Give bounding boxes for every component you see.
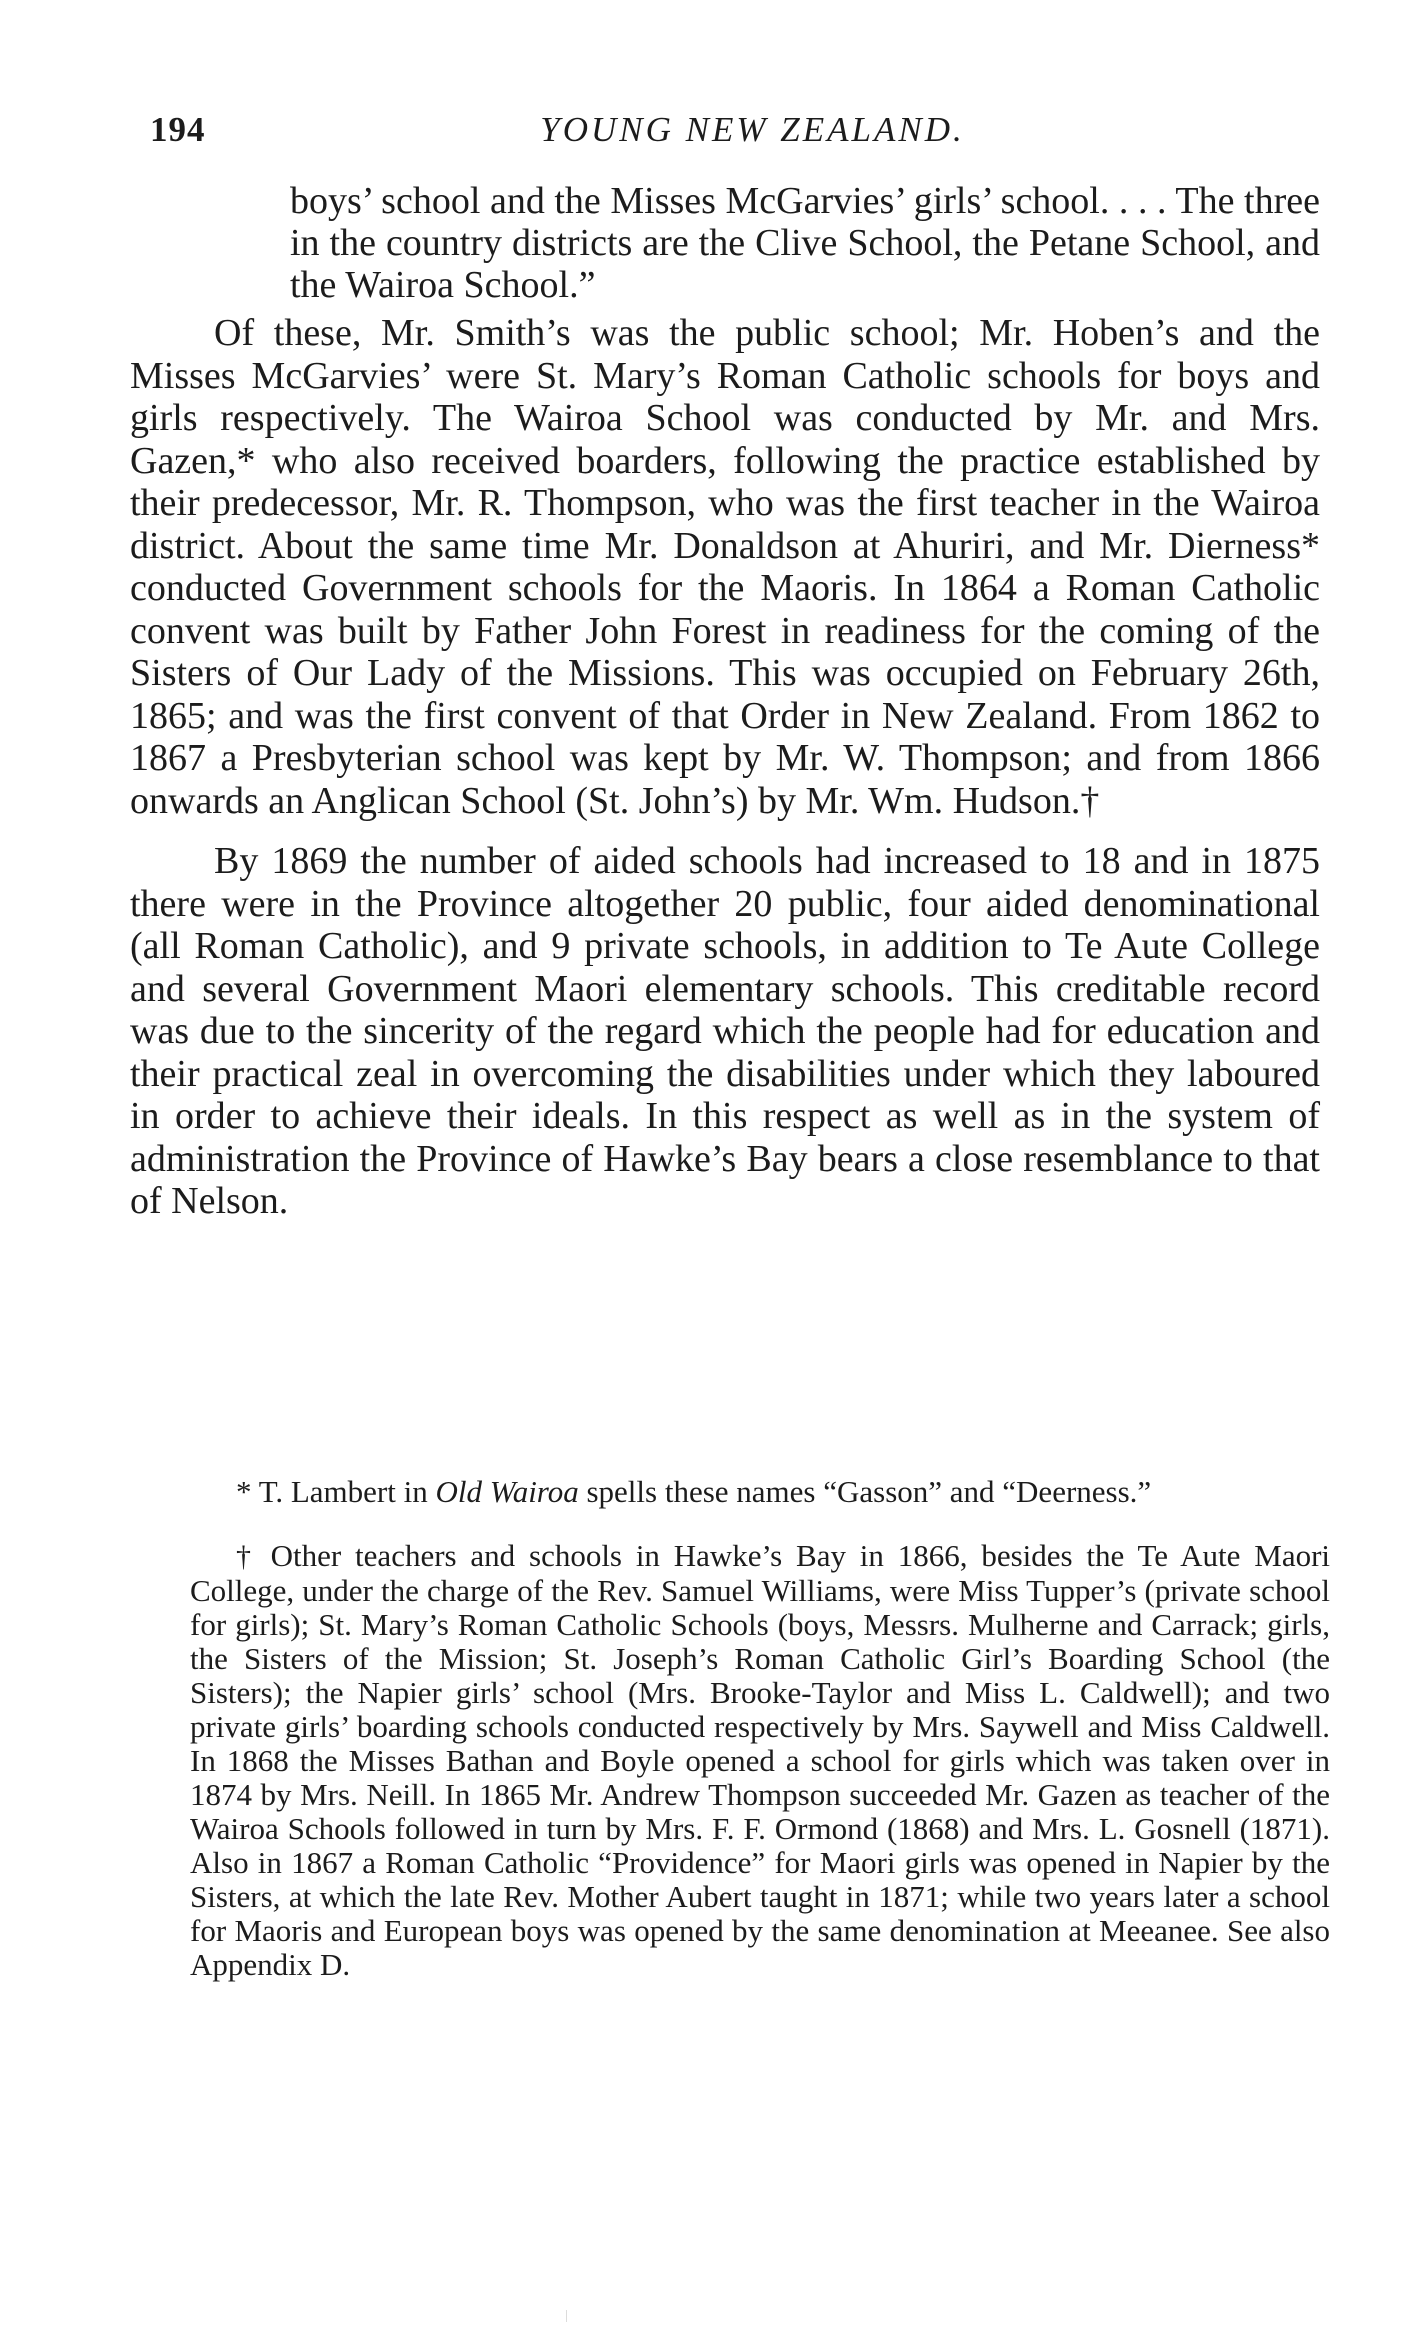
running-title: YOUNG NEW ZEALAND. <box>540 110 965 149</box>
scan-mark <box>566 2310 567 2322</box>
footnote-marker: * <box>236 1474 259 1509</box>
paragraph-schools-1865: Of these, Mr. Smith’s was the public school; Mr. Hoben’s and the Misses McGarvies’ were St. Mary’s Roman Catholic schools for boys and girls respectively. The Wairoa School was conducted by Mr. and Mrs. Gazen,* who also received boarders, following the practice established by their predecessor, Mr. R. Thompson, who was the first teacher in the Wairoa district. About the same time Mr. Donaldson at Ahuriri, and Mr. Dierness* conducted Government schools for the Maoris. In 1864 a Roman Catholic convent was built by Father John Forest in readiness for the coming of the Sisters of Our Lady of the Missions. This was occupied on February 26th, 1865; and was the first convent of that Order in New Zealand. From 1862 to 1867 a Presbyterian school was kept by Mr. W. Thompson; and from 1866 onwards an Anglican School (St. John’s) by Mr. Wm. Hudson.† <box>130 312 1320 822</box>
main-text <box>130 180 1320 1241</box>
page-number: 194 <box>150 110 206 149</box>
footnote-text-part: T. Lambert in <box>258 1474 436 1509</box>
quote-continuation: boys’ school and the Misses McGarvies’ girls’ school. . . . The three in the country districts are the Clive School, the Petane School, and the Wairoa School.” <box>290 180 1320 306</box>
footnote-text-part: spells these names “Gasson” and “Deerness.” <box>578 1474 1152 1509</box>
footnote-dagger <box>190 1539 1330 1982</box>
footnote-marker: † <box>236 1540 271 1573</box>
paragraph-schools-1869: By 1869 the number of aided schools had increased to 18 and in 1875 there were in the Province altogether 20 public, four aided denominational (all Roman Catholic), and 9 private schools, in addition to Te Aute College and several Government Maori elementary schools. This creditable record was due to the sincerity of the regard which the people had for education and their practical zeal in overcoming the disabilities under which they laboured in order to achieve their ideals. In this respect as well as in the system of administration the Province of Hawke’s Bay bears a close resemblance to that of Nelson. <box>130 840 1320 1222</box>
footnotes <box>190 1475 1330 2012</box>
page-header <box>150 110 1325 166</box>
footnote-text: Other teachers and schools in Hawke’s Bay in 1866, besides the Te Aute Maori College, under the charge of the Rev. Samuel Williams, were Miss Tupper’s (private school for girls); St. Mary’s Roman Catholic Schools (boys, Messrs. Mulherne and Carrack; girls, the Sisters of the Mission; St. Joseph’s Roman Catholic Girl’s Boarding School (the Sisters); the Napier girls’ school (Mrs. Brooke-Taylor and Miss L. Caldwell); and two private girls’ boarding schools conducted respectively by Mrs. Saywell and Miss Caldwell. In 1868 the Misses Bathan and Boyle opened a school for girls which was taken over in 1874 by Mrs. Neill. In 1865 Mr. Andrew Thompson succeeded Mr. Gazen as teacher of the Wairoa Schools followed in turn by Mrs. F. F. Ormond (1868) and Mrs. L. Gosnell (1871). Also in 1867 a Roman Catholic “Providence” for Maori girls was opened in Napier by the Sisters, at which the late Rev. Mother Aubert taught in 1871; while two years later a school for Maoris and European boys was opened by the same denomination at Meeanee. See also Appendix D. <box>190 1538 1331 1982</box>
cited-title: Old Wairoa <box>435 1474 579 1509</box>
footnote-asterisk <box>190 1475 1330 1509</box>
